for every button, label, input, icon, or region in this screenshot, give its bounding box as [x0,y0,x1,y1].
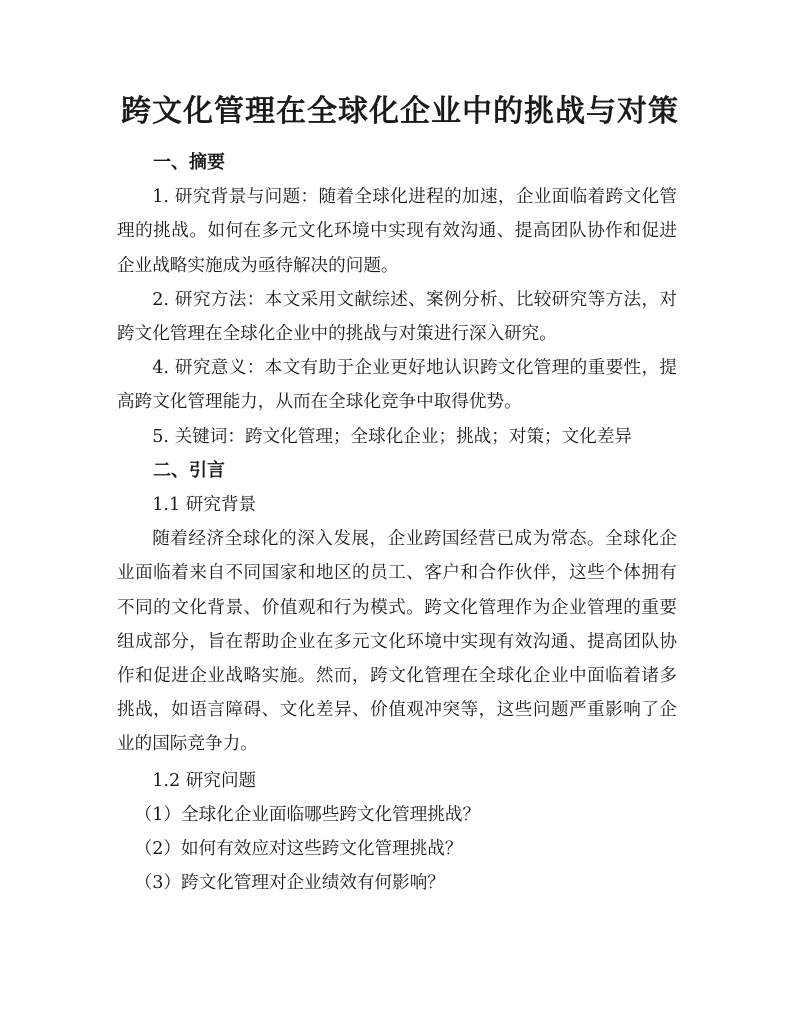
abstract-heading: 一、摘要 [153,152,225,173]
intro-background-heading: 1.1 研究背景 [152,495,257,516]
abstract-item-significance: 4. 研究意义：本文有助于企业更好地认识跨文化管理的重要性，提高跨文化管理能力，从而在全球化竞争中取得优势。 [117,358,677,413]
research-question-2: （2）如何有效应对这些跨文化管理挑战？ [134,839,463,860]
intro-questions-heading: 1.2 研究问题 [152,770,257,791]
abstract-item-keywords: 5. 关键词：跨文化管理；全球化企业；挑战；对策；文化差异 [152,426,633,447]
research-question-1: （1）全球化企业面临哪些跨文化管理挑战？ [134,804,481,825]
intro-heading: 二、引言 [153,459,225,481]
document-body [117,146,677,900]
intro-background-body: 随着经济全球化的深入发展，企业跨国经营已成为常态。全球化企业面临着来自不同国家和地区的员工、客户和合作伙伴，这些个体拥有不同的文化背景、价值观和行为模式。跨文化管理作为企业管理的重要组成部分，旨在帮助企业在多元文化环境中实现有效沟通、提高团队协作和促进企业战略实施。然而，跨文化管理在全球化企业中面临着诸多挑战，如语言障碍、文化差异、价值观冲突等，这些问题严重影响了企业的国际竞争力。 [117,529,677,755]
abstract-item-background: 1. 研究背景与问题：随着全球化进程的加速，企业面临着跨文化管理的挑战。如何在多元文化环境中实现有效沟通、提高团队协作和促进企业战略实施成为亟待解决的问题。 [117,187,677,276]
research-question-3: （3）跨文化管理对企业绩效有何影响？ [134,873,445,894]
document-title: 跨文化管理在全球化企业中的挑战与对策 [121,94,679,129]
abstract-item-methods: 2. 研究方法：本文采用文献综述、案例分析、比较研究等方法，对跨文化管理在全球化企业中的挑战与对策进行深入研究。 [117,289,677,345]
